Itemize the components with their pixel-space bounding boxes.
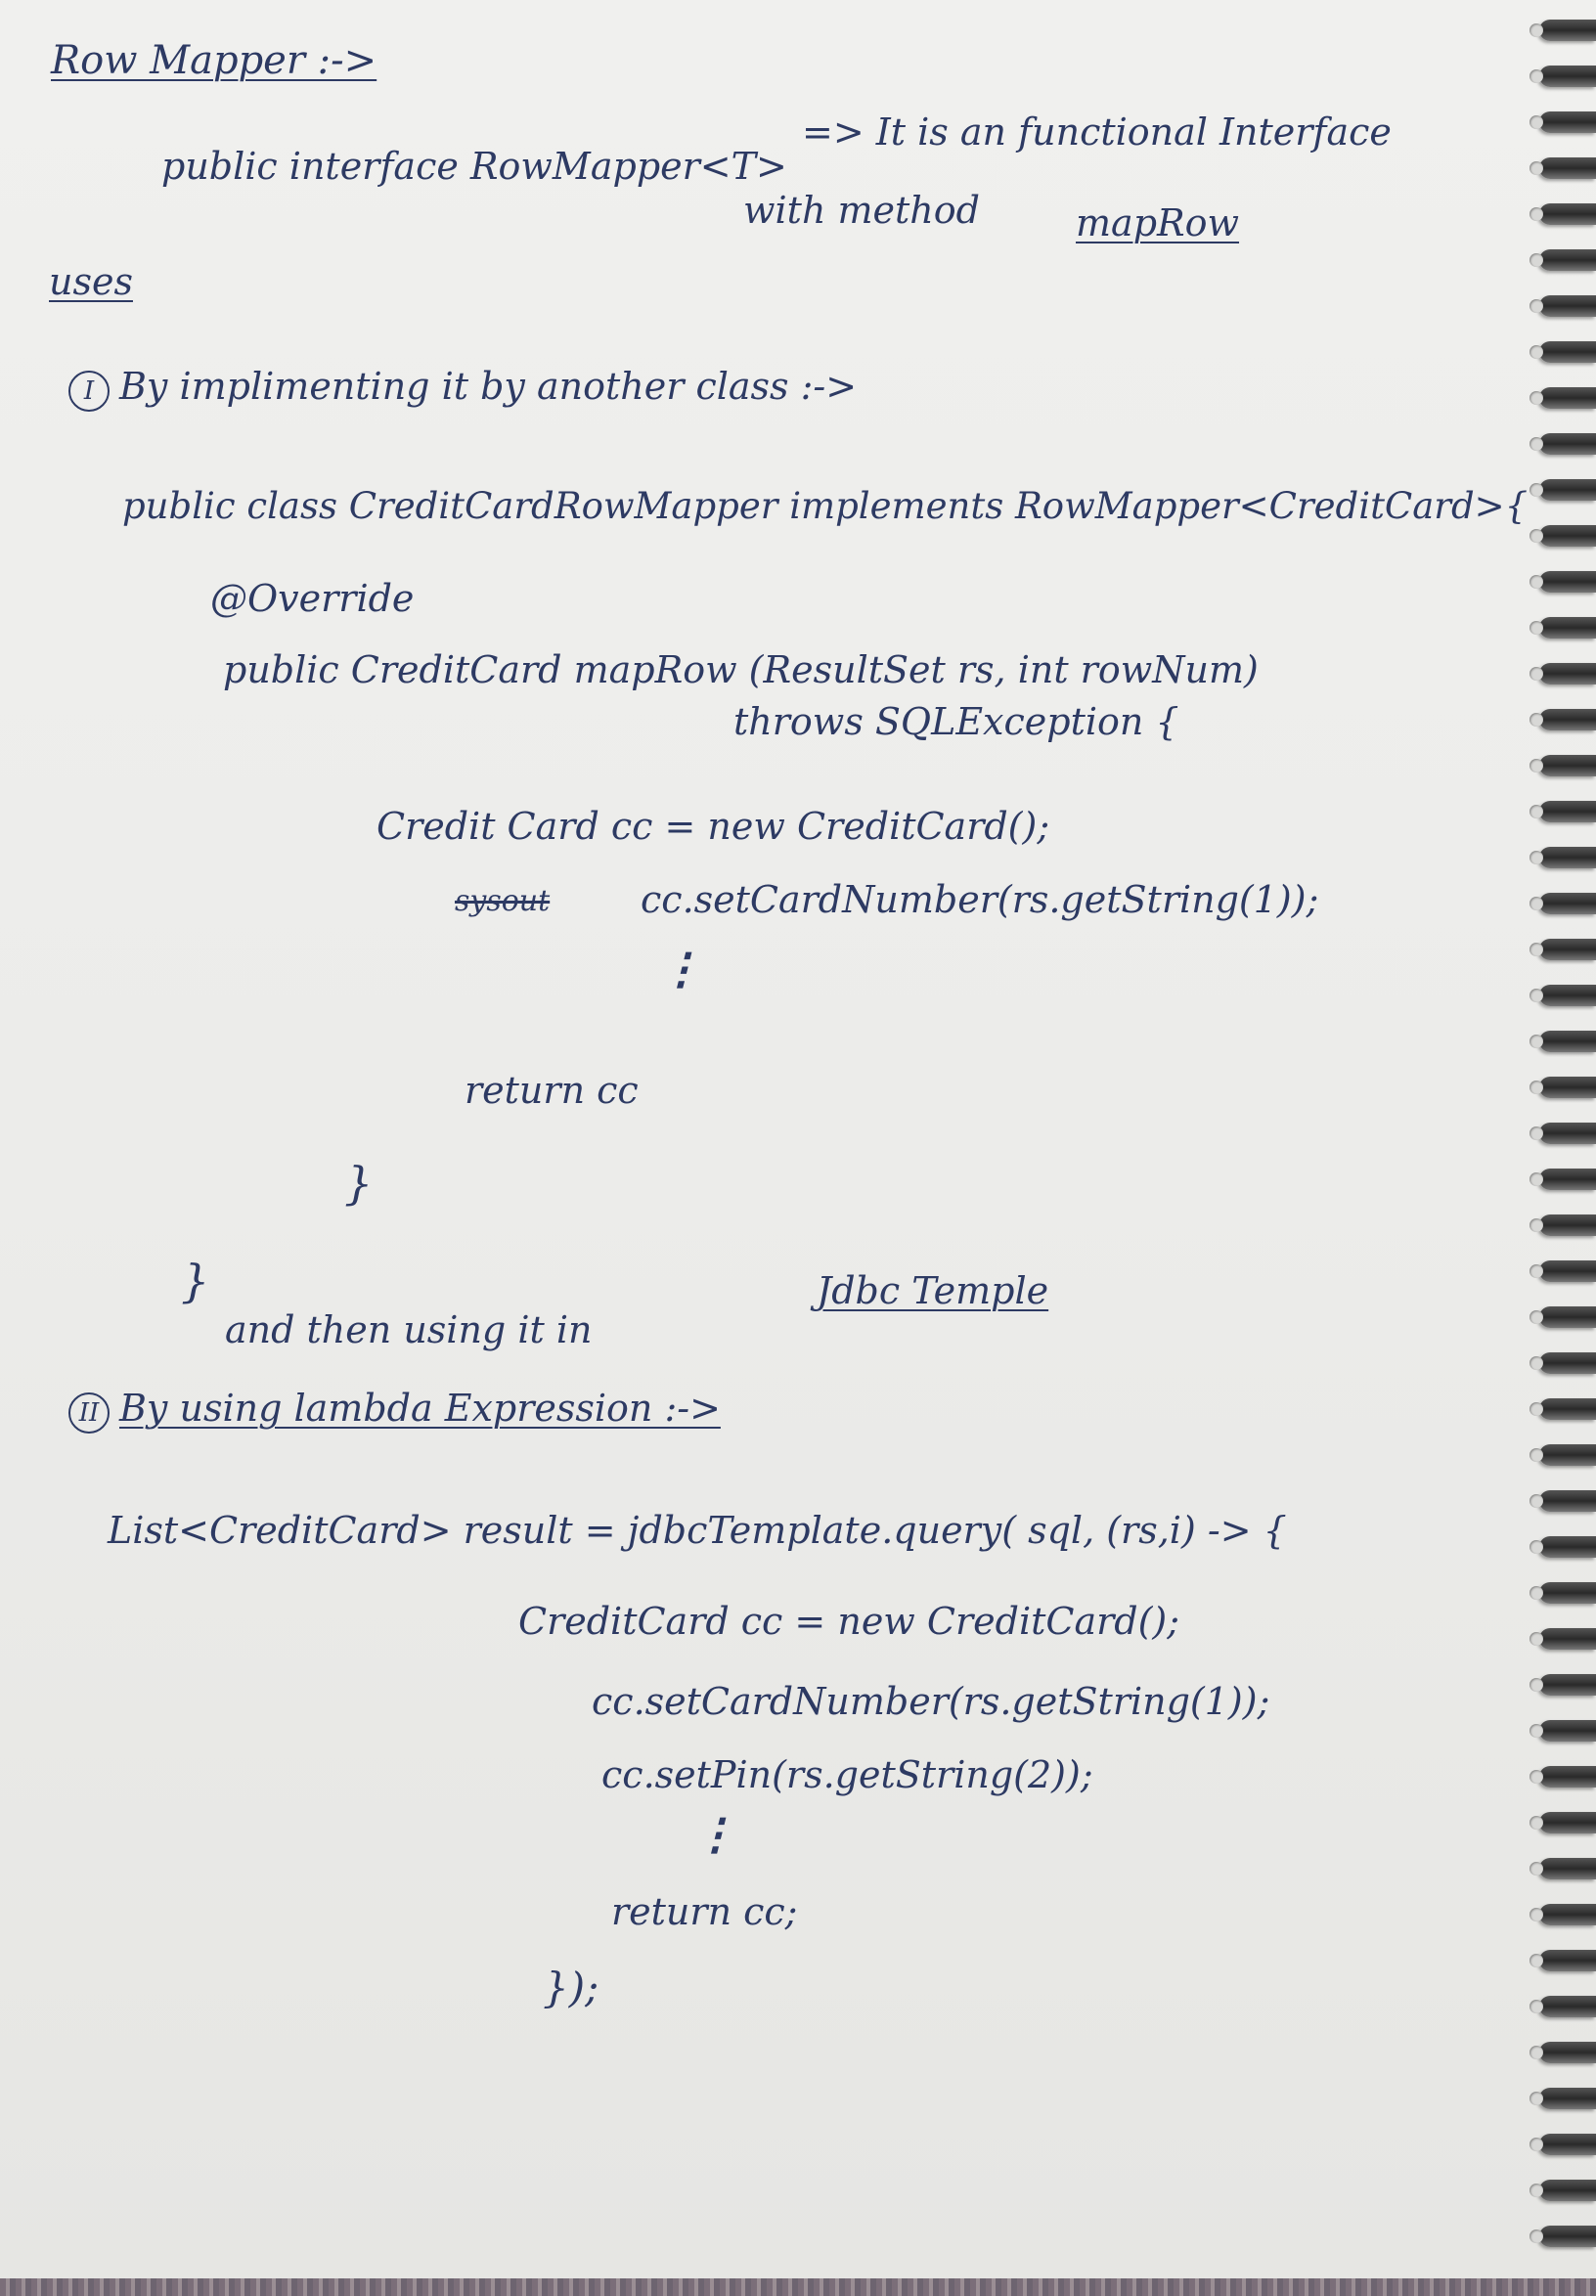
spiral-ring bbox=[1539, 249, 1596, 271]
spiral-ring bbox=[1539, 617, 1596, 639]
struck-sysout: sysout bbox=[455, 884, 551, 918]
spiral-ring bbox=[1539, 663, 1596, 684]
page-title: Row Mapper :-> bbox=[51, 38, 377, 83]
spiral-ring bbox=[1539, 2180, 1596, 2201]
spiral-ring bbox=[1539, 1169, 1596, 1190]
spiral-ring bbox=[1539, 1720, 1596, 1742]
set-card-number-line: cc.setCardNumber(rs.getString(1)); bbox=[641, 878, 1319, 921]
lambda-close: }); bbox=[543, 1964, 599, 2011]
spiral-ring bbox=[1539, 1582, 1596, 1604]
spiral-ring bbox=[1539, 571, 1596, 593]
spiral-ring bbox=[1539, 1260, 1596, 1282]
spiral-ring bbox=[1539, 1398, 1596, 1420]
new-creditcard-line: Credit Card cc = new CreditCard(); bbox=[377, 805, 1050, 848]
spiral-ring bbox=[1539, 1904, 1596, 1925]
functional-interface-note: => It is an functional Interface bbox=[802, 110, 1392, 154]
spiral-binding bbox=[1518, 0, 1596, 2278]
throws-clause: throws SQLException { bbox=[733, 700, 1179, 743]
lambda-set-card-number: cc.setCardNumber(rs.getString(1)); bbox=[592, 1680, 1270, 1723]
spiral-ring bbox=[1539, 1950, 1596, 1971]
spiral-ring bbox=[1539, 1766, 1596, 1788]
spiral-ring bbox=[1539, 1444, 1596, 1466]
spiral-ring bbox=[1539, 479, 1596, 501]
ellipsis-1: ⁝ bbox=[670, 937, 689, 1005]
spiral-ring bbox=[1539, 433, 1596, 455]
spiral-ring bbox=[1539, 755, 1596, 776]
section2-heading bbox=[68, 1389, 721, 1434]
spiral-ring bbox=[1539, 2134, 1596, 2155]
ellipsis-2: ⁝ bbox=[704, 1802, 724, 1871]
uses-label: uses bbox=[49, 260, 133, 303]
spiral-ring bbox=[1539, 1123, 1596, 1144]
spiral-ring bbox=[1539, 1674, 1596, 1696]
spiral-ring bbox=[1539, 203, 1596, 225]
spiral-ring bbox=[1539, 1628, 1596, 1650]
section2-number: II bbox=[68, 1392, 110, 1434]
interface-declaration: public interface RowMapper<T> bbox=[161, 145, 787, 188]
section1-heading bbox=[68, 367, 857, 412]
spiral-ring bbox=[1539, 66, 1596, 87]
section1-heading-text: By implimenting it by another class :-> bbox=[119, 365, 858, 408]
spiral-ring bbox=[1539, 525, 1596, 547]
spiral-ring bbox=[1539, 387, 1596, 409]
close-brace-inner: } bbox=[344, 1157, 374, 1210]
close-brace-outer: } bbox=[181, 1255, 210, 1307]
spiral-ring bbox=[1539, 985, 1596, 1006]
lambda-set-pin: cc.setPin(rs.getString(2)); bbox=[601, 1753, 1093, 1796]
method-note-prefix: with method bbox=[743, 189, 980, 232]
spiral-ring bbox=[1539, 1812, 1596, 1833]
spiral-ring bbox=[1539, 111, 1596, 133]
spiral-ring bbox=[1539, 847, 1596, 868]
spiral-ring bbox=[1539, 2088, 1596, 2109]
return-line-2: return cc; bbox=[611, 1890, 798, 1933]
spiral-ring bbox=[1539, 20, 1596, 41]
method-name: mapRow bbox=[1076, 201, 1240, 244]
spiral-ring bbox=[1539, 295, 1596, 317]
section2-heading-text: By using lambda Expression :-> bbox=[119, 1387, 721, 1430]
spiral-ring bbox=[1539, 1536, 1596, 1558]
spiral-ring bbox=[1539, 1858, 1596, 1879]
spiral-ring bbox=[1539, 1490, 1596, 1512]
jdbc-template-ref: Jdbc Temple bbox=[817, 1269, 1049, 1312]
spiral-ring bbox=[1539, 1077, 1596, 1098]
spiral-ring bbox=[1539, 893, 1596, 914]
then-using-text: and then using it in bbox=[225, 1308, 593, 1351]
jdbc-query-line: List<CreditCard> result = jdbcTemplate.query( sql, (rs,i) -> { bbox=[108, 1509, 1287, 1552]
section1-number: I bbox=[68, 371, 110, 412]
spiral-ring bbox=[1539, 341, 1596, 363]
override-annotation: @Override bbox=[210, 577, 415, 620]
class-declaration: public class CreditCardRowMapper implements RowMapper<CreditCard>{ bbox=[122, 485, 1529, 527]
return-line-1: return cc bbox=[465, 1069, 639, 1112]
spiral-ring bbox=[1539, 2226, 1596, 2247]
spiral-ring bbox=[1539, 157, 1596, 179]
fabric-background bbox=[0, 2278, 1596, 2296]
spiral-ring bbox=[1539, 1214, 1596, 1236]
spiral-ring bbox=[1539, 2042, 1596, 2063]
spiral-ring bbox=[1539, 939, 1596, 960]
spiral-ring bbox=[1539, 1996, 1596, 2017]
spiral-ring bbox=[1539, 1306, 1596, 1328]
spiral-ring bbox=[1539, 1352, 1596, 1374]
spiral-ring bbox=[1539, 709, 1596, 730]
spiral-ring bbox=[1539, 1031, 1596, 1052]
mapRow-signature: public CreditCard mapRow (ResultSet rs, int rowNum) bbox=[223, 648, 1259, 691]
lambda-new-creditcard: CreditCard cc = new CreditCard(); bbox=[518, 1600, 1180, 1643]
spiral-ring bbox=[1539, 801, 1596, 822]
